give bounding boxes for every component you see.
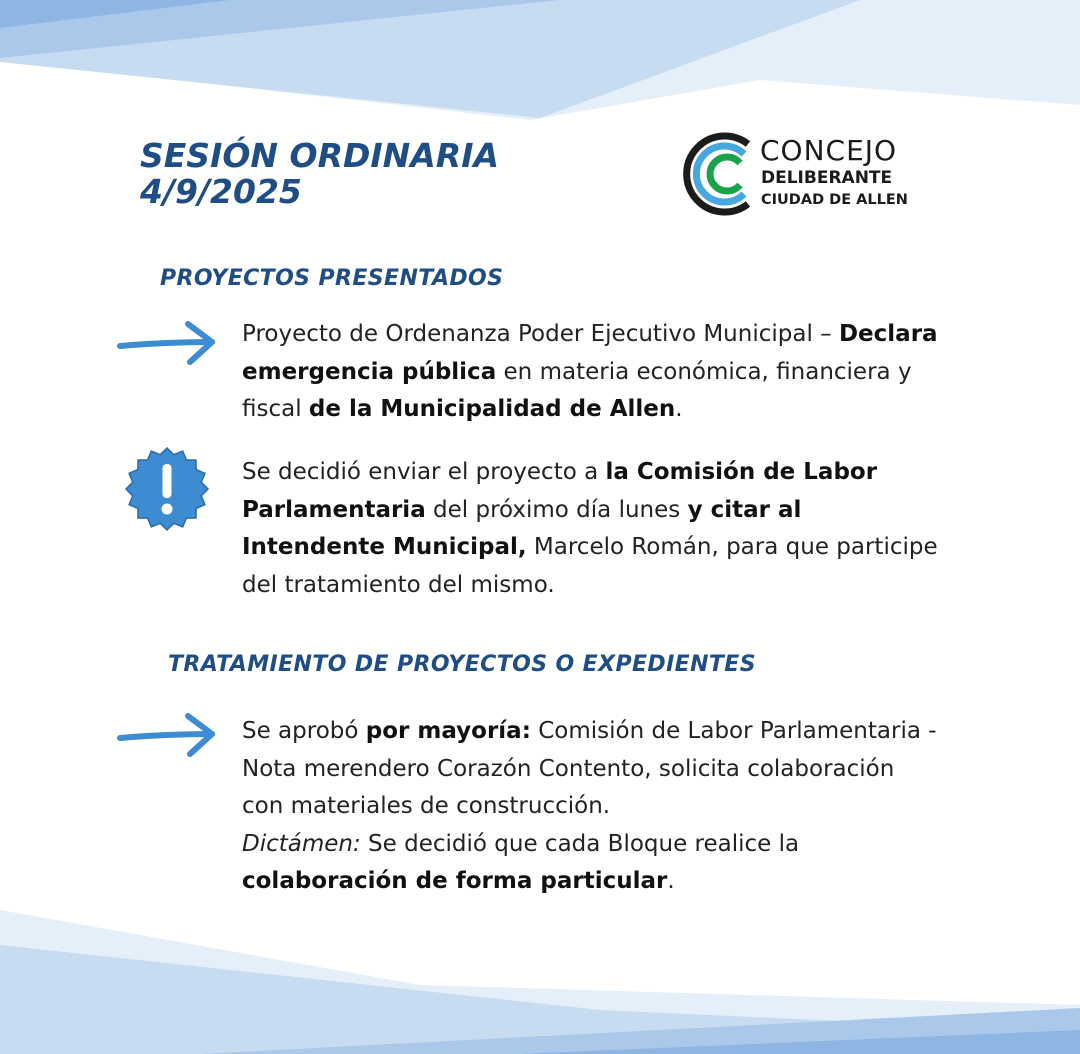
treatment-description: [242, 713, 942, 901]
project-bold-2: de la Municipalidad de Allen: [308, 396, 676, 422]
note-text-1: Se decidió enviar el proyecto a: [242, 459, 606, 485]
note-text-3: Marcelo Román, para que participe del tratamiento del mismo.: [242, 534, 938, 598]
project-text-1: Proyecto de Ordenanza Poder Ejecutivo Municipal –: [242, 321, 839, 347]
arrow-right-icon: [116, 710, 220, 760]
project-bold-1: Declara emergencia pública: [242, 321, 938, 385]
section-heading-treatment: TRATAMIENTO DE PROYECTOS O EXPEDIENTES: [168, 652, 756, 677]
treatment-text-3: Se decidió que cada Bloque realice la: [360, 830, 800, 857]
logo-text-deliberante: DELIBERANTE: [761, 168, 893, 188]
treatment-bold-2: colaboración de forma particular: [242, 868, 668, 894]
arrow-right-icon: [116, 318, 220, 368]
page-title: [140, 138, 499, 210]
concejo-c-emblem-icon: [682, 128, 758, 220]
project-text-2: en materia económica, financiera y fiscal: [242, 358, 912, 422]
section-heading-presented: PROYECTOS PRESENTADOS: [160, 266, 504, 291]
treatment-text-4: .: [667, 868, 675, 894]
project-description: [242, 316, 942, 429]
treatment-text-2: Comisión de Labor Parlamentaria - Nota merendero Corazón Contento, solicita colaboración con materiales de construcción.: [242, 718, 937, 819]
project-text-3: .: [675, 396, 683, 422]
title-date: 4/9/2025: [140, 172, 302, 211]
note-text-2: del próximo día lunes: [425, 496, 688, 523]
note-bold-2: y citar al Intendente Municipal,: [242, 496, 802, 560]
treatment-text-1: Se aprobó: [242, 718, 366, 744]
note-bold-1: la Comisión de Labor Parlamentaria: [242, 459, 878, 523]
logo-text-city: CIUDAD DE ALLEN: [761, 192, 908, 208]
logo-text-concejo: CONCEJO: [760, 134, 898, 167]
title-session: SESIÓN ORDINARIA: [140, 136, 500, 175]
treatment-italic-1: Dictámen:: [242, 830, 361, 857]
alert-badge-icon: [124, 446, 210, 532]
project-decision-note: [242, 454, 942, 604]
concejo-logo: [682, 128, 942, 220]
treatment-bold-1: por mayoría:: [365, 718, 531, 744]
